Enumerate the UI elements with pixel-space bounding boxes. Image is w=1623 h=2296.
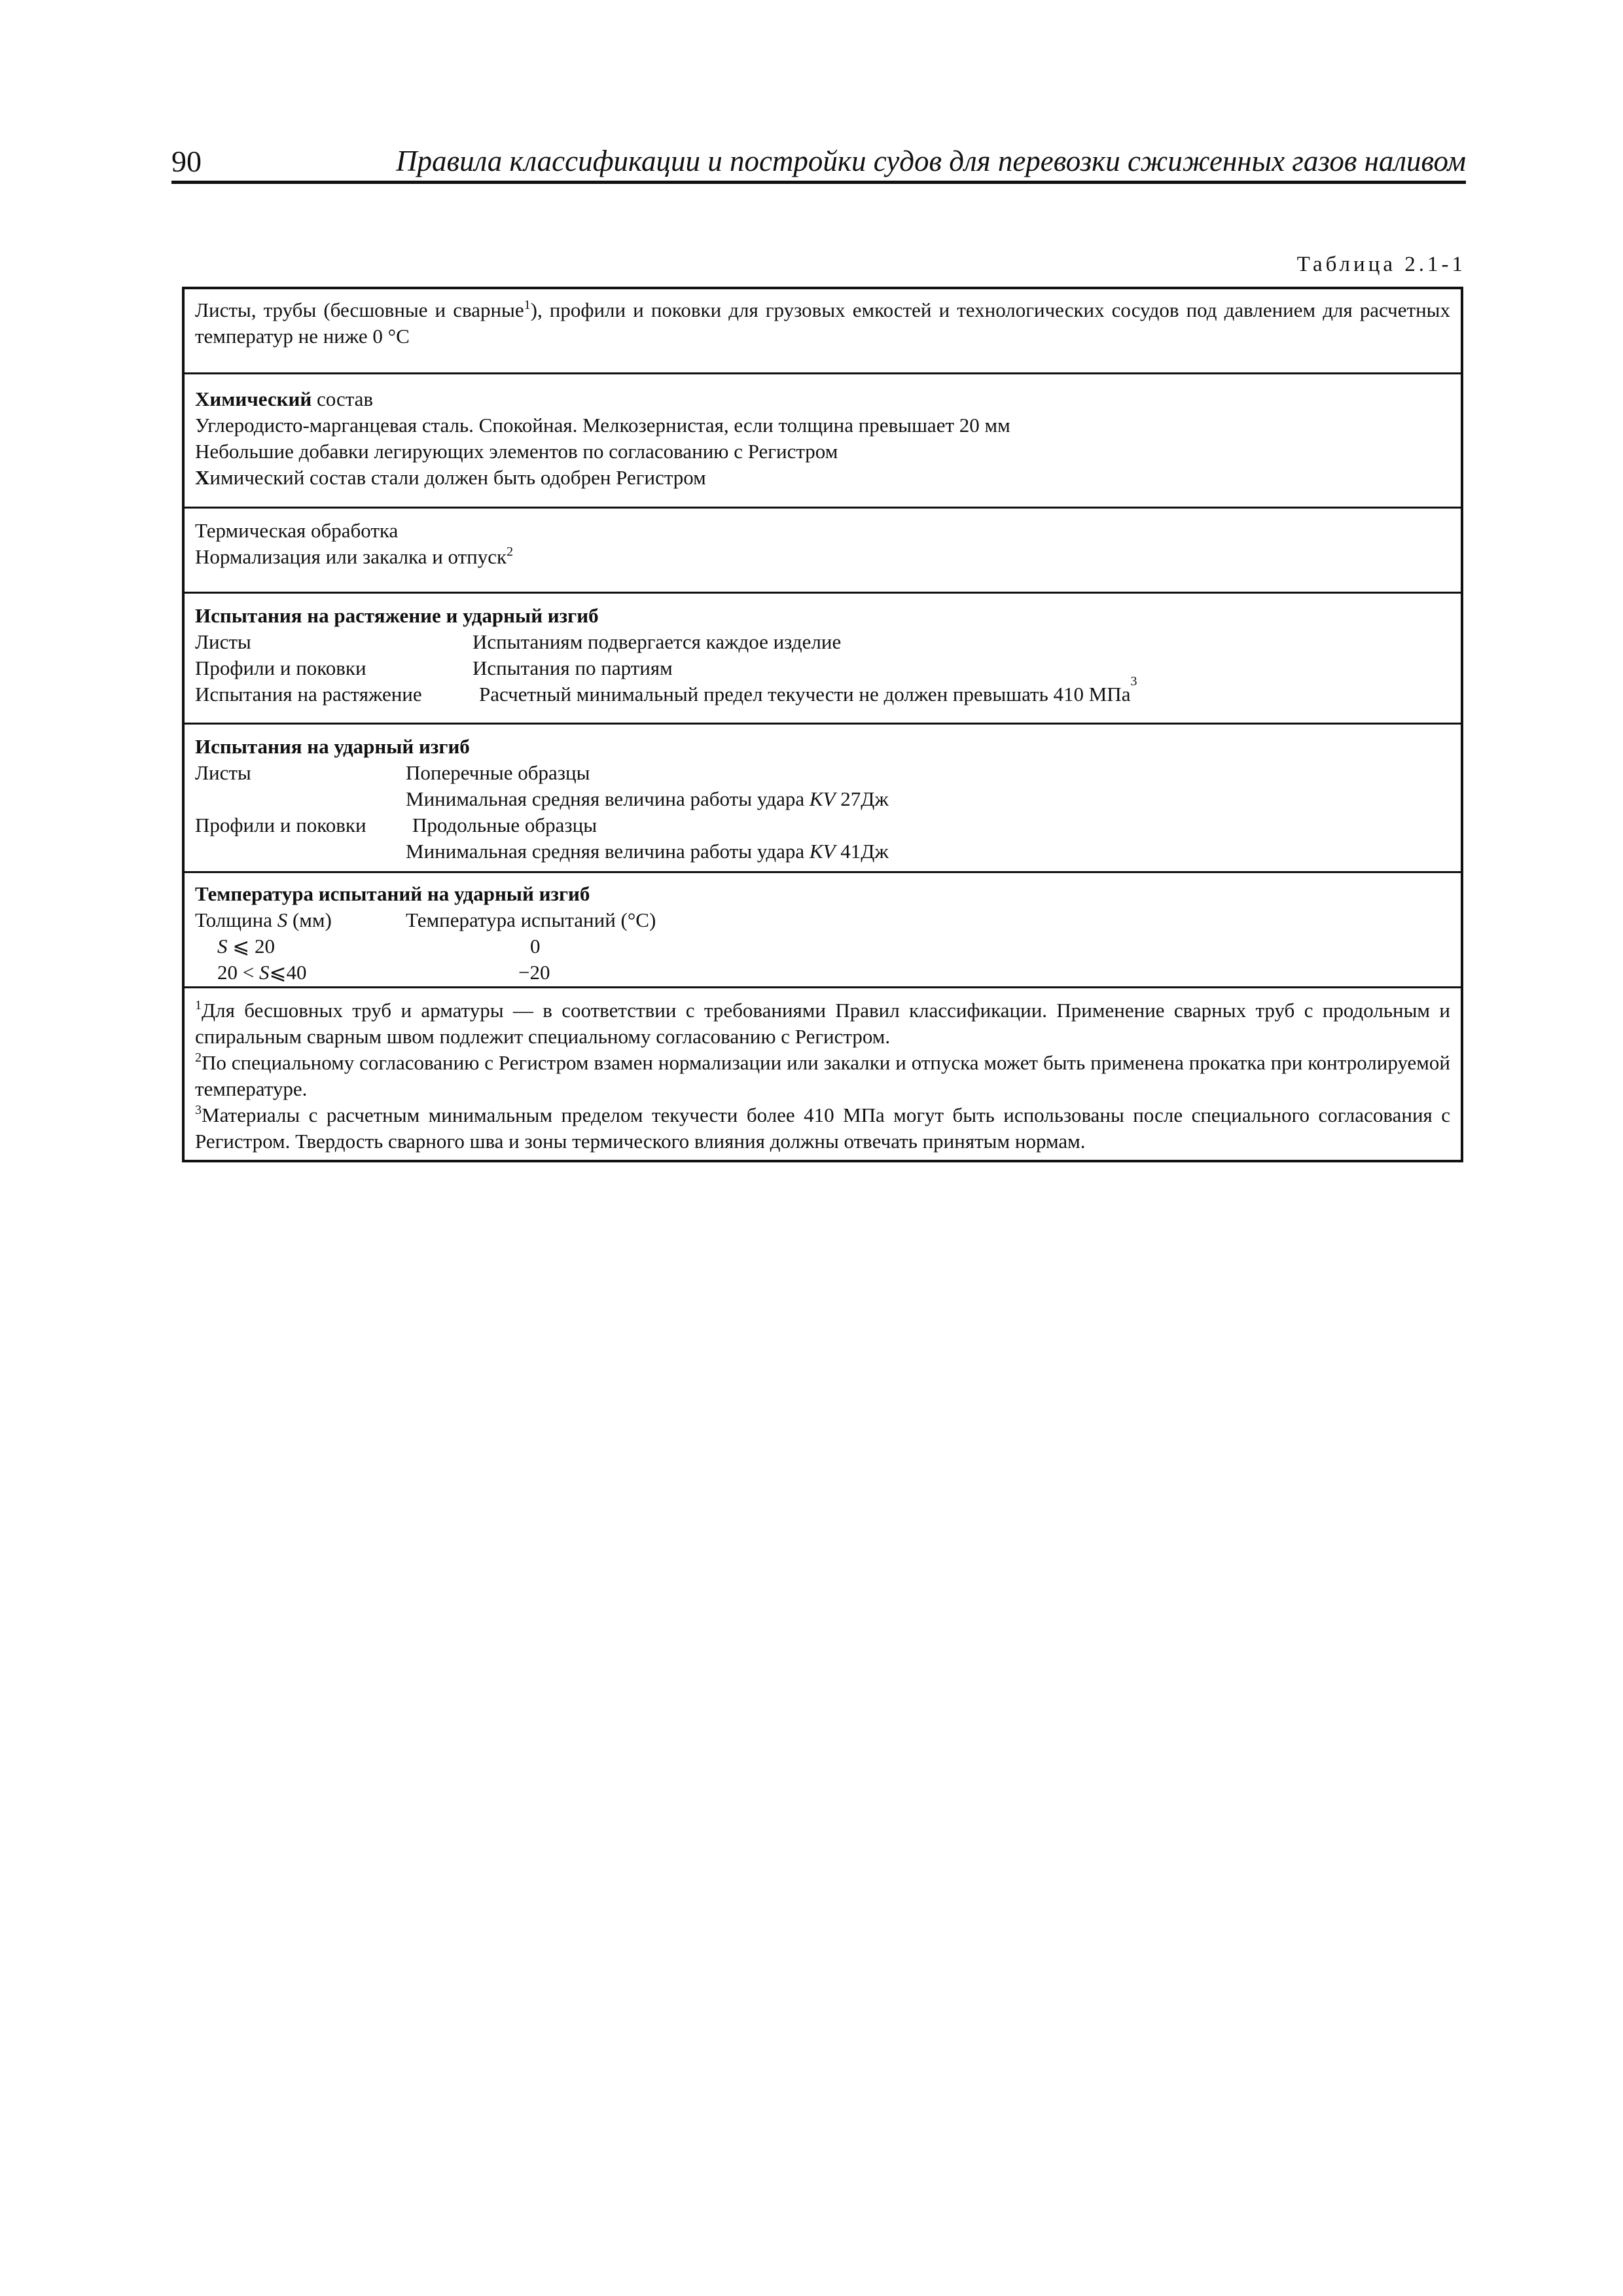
- tensile-row-value: Расчетный минимальный предел текучести не должен превышать 410 МПа: [479, 683, 1131, 706]
- impact-row-label: Профили и поковки: [195, 814, 366, 836]
- chemical-line-3-rest: имический состав стали должен быть одобрен Регистром: [209, 466, 706, 489]
- chemical-section: [185, 374, 1461, 509]
- chemical-title-bold: Химический: [195, 387, 312, 410]
- impact-section: [185, 725, 1461, 873]
- impact-value-unit: 41Дж: [835, 840, 889, 863]
- chemical-title-rest: состав: [312, 387, 374, 410]
- impact-row: [195, 786, 1450, 812]
- footnote: [195, 997, 1450, 1050]
- footnote-number: 2: [195, 1050, 202, 1065]
- heat-treatment-title: Термическая обработка: [195, 519, 399, 542]
- footnote-number: 3: [195, 1103, 202, 1117]
- footnote-text: Для бесшовных труб и арматуры — в соответствии с требованиями Правил классификации. Применение сварных труб с продольным и спиральным сварным швом подлежит специальному согласованию с Регистром.: [195, 999, 1450, 1048]
- spec-table: [182, 287, 1463, 1162]
- impact-title: Испытания на ударный изгиб: [195, 735, 470, 758]
- impact-value-unit: 27Дж: [835, 787, 889, 810]
- impact-temperature-row: [195, 933, 1450, 960]
- impact-row-label: [195, 838, 406, 865]
- impact-row-value: [406, 838, 889, 865]
- tensile-section: [185, 594, 1461, 725]
- tensile-row: [195, 629, 1450, 655]
- thickness-header-text: Толщина: [195, 908, 277, 931]
- chemical-title: [195, 386, 1450, 412]
- thickness-range-limit: ⩽40: [269, 961, 307, 984]
- heat-treatment-value: Нормализация или закалка и отпуск: [195, 545, 507, 568]
- footnote-ref-3: 3: [1130, 674, 1137, 689]
- impact-temperature-section: [185, 873, 1461, 988]
- tensile-title: Испытания на растяжение и ударный изгиб: [195, 604, 599, 627]
- impact-value-symbol: KV: [809, 840, 836, 863]
- page-header: [171, 143, 1466, 184]
- tensile-row-label: Испытания на растяжение: [195, 683, 422, 706]
- thickness-range: [195, 933, 406, 960]
- tensile-row-label: Листы: [195, 630, 251, 653]
- impact-row: [195, 812, 1450, 838]
- tensile-row-value: Испытаниям подвергается каждое изделие: [473, 630, 842, 653]
- impact-value-text: Минимальная средняя величина работы удара: [406, 840, 810, 863]
- footnote-number: 1: [195, 998, 202, 1013]
- thickness-symbol: S: [277, 908, 288, 931]
- chemical-line-1: Углеродисто-марганцевая сталь. Спокойная. Мелкозернистая, если толщина превышает 20 мм: [195, 414, 1010, 437]
- table-caption: Таблица 2.1-1: [1296, 253, 1466, 276]
- impact-value-text: Минимальная средняя величина работы удара: [406, 787, 810, 810]
- impact-row-label: [195, 786, 406, 812]
- footnote-ref-1: 1: [524, 298, 531, 312]
- heat-treatment-section: [185, 509, 1461, 594]
- thickness-symbol: S: [217, 935, 228, 958]
- tensile-row: [195, 655, 1450, 681]
- scope-text-b: ), профили и поковки для грузовых емкостей и технологических сосудов под давлением для расчетных температур не ниже 0 °С: [195, 298, 1450, 348]
- thickness-symbol: S: [259, 961, 270, 984]
- test-temperature: 0: [530, 935, 541, 958]
- impact-row: [195, 838, 1450, 865]
- tensile-row-value: Испытания по партиям: [473, 656, 673, 679]
- thickness-range-prefix: 20 <: [217, 961, 259, 984]
- tensile-row-label: Профили и поковки: [195, 656, 366, 679]
- footnote: [195, 1102, 1450, 1155]
- impact-temperature-title: Температура испытаний на ударный изгиб: [195, 882, 590, 905]
- impact-row: [195, 760, 1450, 786]
- page-number: 90: [171, 145, 202, 178]
- impact-row-label: Листы: [195, 761, 251, 784]
- impact-value-symbol: KV: [809, 787, 836, 810]
- impact-temperature-header: [195, 907, 1450, 933]
- chemical-line-2: Небольшие добавки легирующих элементов по согласованию с Регистром: [195, 440, 838, 463]
- tensile-row: [195, 674, 1450, 708]
- impact-temperature-row: [195, 960, 1450, 986]
- thickness-header: [195, 907, 406, 933]
- footnote-ref-2: 2: [507, 545, 514, 559]
- thickness-unit: (мм): [287, 908, 332, 931]
- test-temperature: −20: [518, 961, 550, 984]
- footnote: [195, 1050, 1450, 1102]
- scope-text-a: Листы, трубы (бесшовные и сварные: [195, 298, 524, 321]
- running-title: Правила классификации и постройки судов для перевозки сжиженных газов наливом: [396, 145, 1466, 177]
- scope-section: [185, 289, 1461, 374]
- impact-row-value: [406, 786, 889, 812]
- footnote-text: Материалы с расчетным минимальным пределом текучести более 410 МПа могут быть использованы после специального согласования с Регистром. Твердость сварного шва и зоны термического влияния должны отвечать принятым нормам.: [195, 1103, 1450, 1153]
- thickness-range: [195, 960, 406, 986]
- heat-treatment-text: [195, 544, 1450, 570]
- impact-row-value: Продольные образцы: [412, 814, 597, 836]
- chemical-line-3-bold: Х: [195, 466, 210, 489]
- footnotes-section: [185, 988, 1461, 1160]
- temperature-header: Температура испытаний (°С): [406, 908, 656, 931]
- chemical-line-3: [195, 465, 1450, 491]
- impact-row-value: Поперечные образцы: [406, 761, 590, 784]
- thickness-range-limit: ⩽ 20: [227, 935, 275, 958]
- footnote-text: По специальному согласованию с Регистром взамен нормализации или закалки и отпуска может быть применена прокатка при контролируемой температуре.: [195, 1051, 1450, 1100]
